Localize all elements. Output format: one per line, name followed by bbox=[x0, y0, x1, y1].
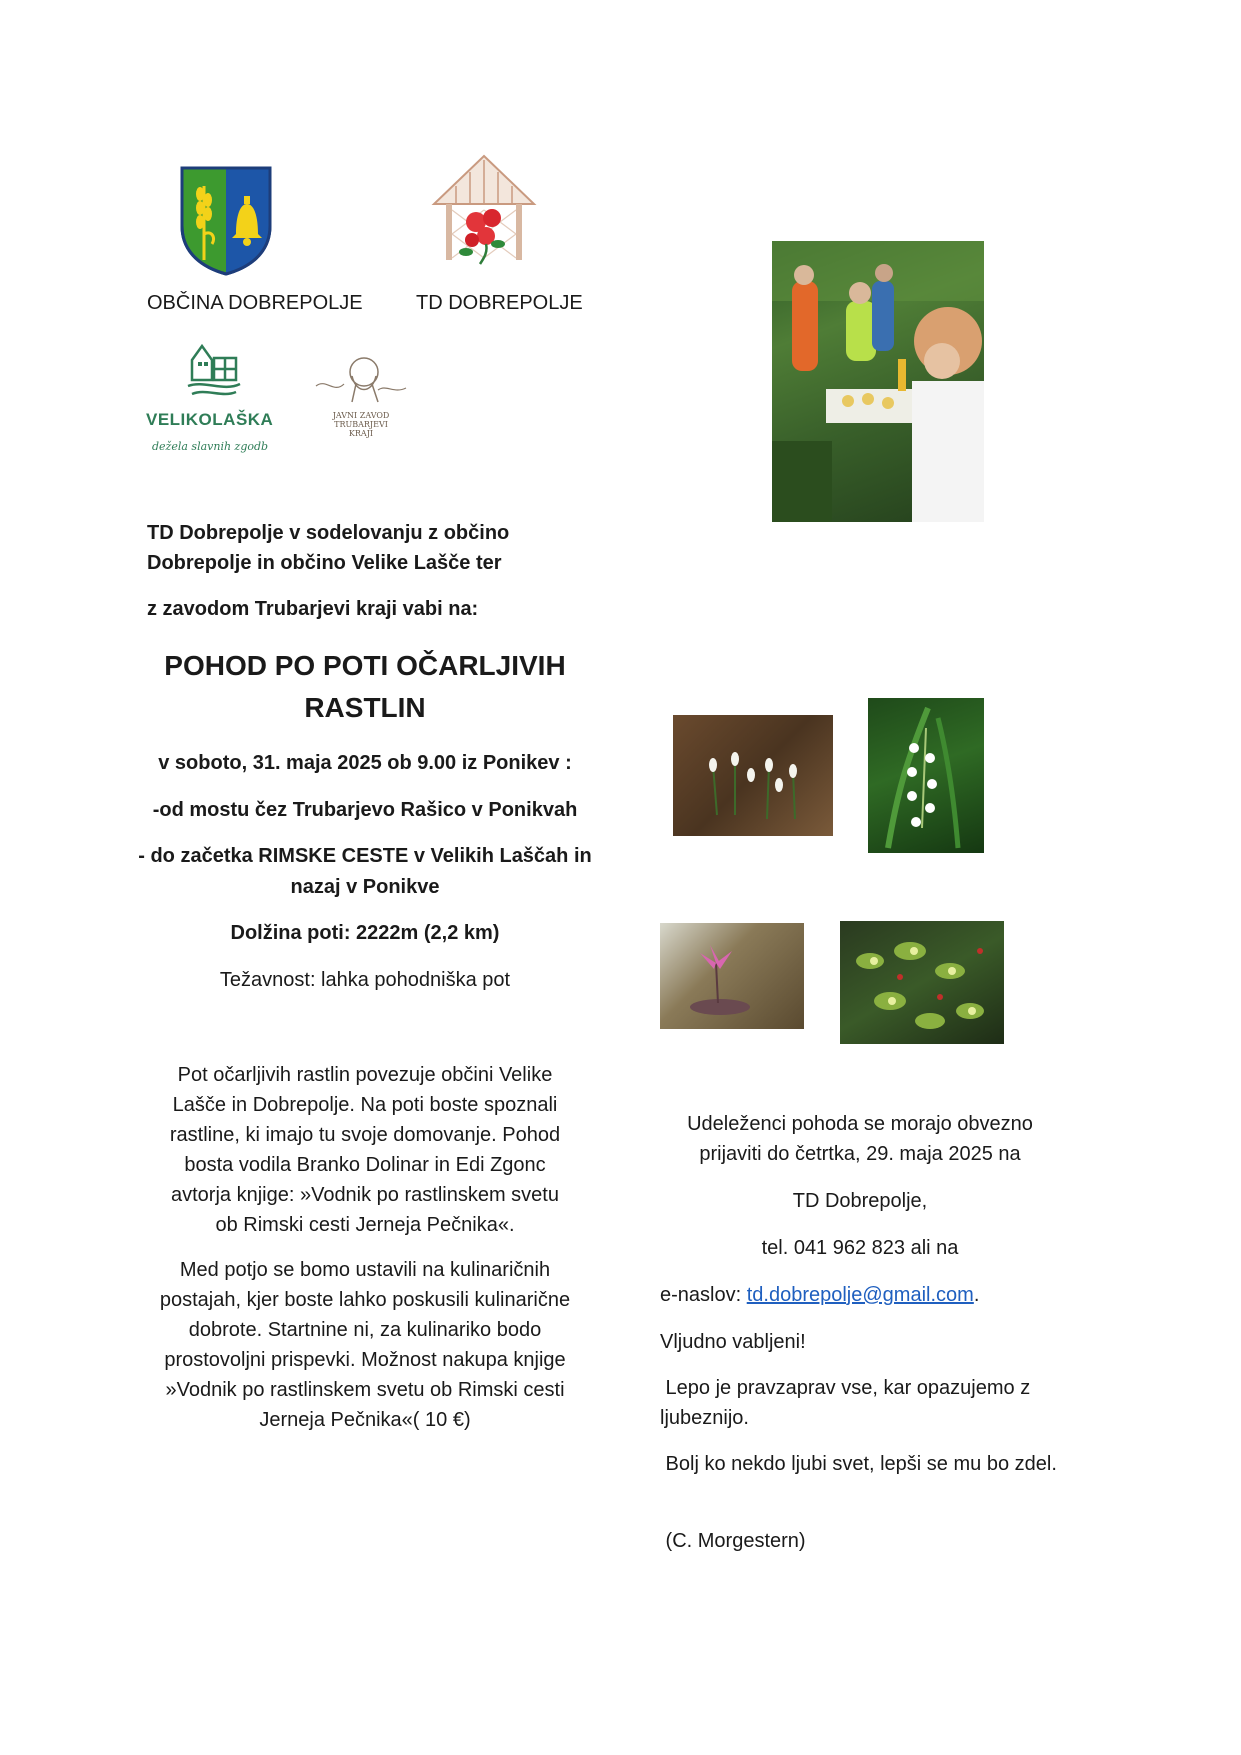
description-line: prostovoljni prispevki. Možnost nakupa knjige bbox=[164, 1349, 566, 1371]
description-line: »Vodnik po rastlinskem svetu ob Rimski cesti bbox=[165, 1379, 565, 1401]
description-line: Med potjo se bomo ustavili na kulinaričnih bbox=[179, 1259, 551, 1281]
email-link[interactable]: td.dobrepolje@gmail.com bbox=[746, 1284, 974, 1306]
event-route-1: -od mostu čez Trubarjevo Rašico v Ponikvah bbox=[152, 799, 578, 821]
quote-1-line-a: Lepo je pravzaprav vse, kar opazujemo z bbox=[660, 1377, 1031, 1399]
trubarjevi-kraji-text: JAVNI ZAVOD TRUBARJEVI KRAJI bbox=[332, 411, 390, 438]
hikers-photo bbox=[772, 241, 984, 522]
registration-org: TD Dobrepolje, bbox=[792, 1190, 928, 1212]
email-suffix: . bbox=[973, 1284, 980, 1306]
quote-2: Bolj ko nekdo ljubi svet, lepši se mu bo zdel. bbox=[660, 1453, 1057, 1475]
email-prefix: e-naslov: bbox=[660, 1284, 747, 1306]
description-line: bosta vodila Branko Dolinar in Edi Zgonc bbox=[184, 1154, 546, 1176]
obcina-label: OBČINA DOBREPOLJE bbox=[147, 292, 363, 314]
description-para-2 bbox=[140, 1255, 590, 1435]
lily-of-the-valley-photo bbox=[868, 698, 984, 853]
description-para-1 bbox=[140, 1060, 590, 1240]
intro-line-2: Dobrepolje in občino Velike Lašče ter bbox=[147, 552, 502, 574]
description-line: rastline, ki imajo tu svoje domovanje. Pohod bbox=[169, 1124, 561, 1146]
description-line: postajah, kjer boste lahko poskusili kulinarične bbox=[159, 1289, 571, 1311]
velikolaska-tagline: dežela slavnih zgodb bbox=[152, 440, 269, 453]
welcome-text: Vljudno vabljeni! bbox=[660, 1331, 806, 1353]
registration-line-1: Udeleženci pohoda se morajo obvezno bbox=[687, 1113, 1033, 1135]
td-dobrepolje-logo bbox=[430, 154, 538, 266]
registration-email-line bbox=[660, 1284, 979, 1307]
description-line: Jerneja Pečnika«( 10 €) bbox=[259, 1409, 471, 1431]
quote-author: (C. Morgestern) bbox=[660, 1530, 806, 1552]
event-date: v soboto, 31. maja 2025 ob 9.00 iz Ponikev : bbox=[158, 752, 572, 774]
event-route-2b: nazaj v Ponikve bbox=[290, 876, 440, 898]
registration-phone: tel. 041 962 823 ali na bbox=[761, 1237, 959, 1259]
event-title-line-1: POHOD PO POTI OČARLJIVIH bbox=[164, 650, 566, 681]
event-difficulty: Težavnost: lahka pohodniška pot bbox=[219, 969, 511, 991]
description-line: ob Rimski cesti Jerneja Pečnika«. bbox=[215, 1214, 515, 1236]
event-route-2a: - do začetka RIMSKE CESTE v Velikih Laščah in bbox=[138, 845, 592, 867]
snowdrops-photo bbox=[673, 715, 833, 836]
velikolaska-name: VELIKOLAŠKA bbox=[146, 410, 274, 429]
trubarjevi-kraji-logo bbox=[312, 354, 412, 444]
description-line: avtorja knjige: »Vodnik po rastlinskem svetu bbox=[171, 1184, 559, 1206]
event-length: Dolžina poti: 2222m (2,2 km) bbox=[230, 922, 500, 944]
description-line: Lašče in Dobrepolje. Na poti boste spoznali bbox=[172, 1094, 558, 1116]
description-line: Pot očarljivih rastlin povezuje občini Velike bbox=[177, 1064, 553, 1086]
quote-1-line-b: ljubeznijo. bbox=[660, 1407, 749, 1429]
event-title-line-2: RASTLIN bbox=[304, 692, 426, 723]
registration-line-2: prijaviti do četrtka, 29. maja 2025 na bbox=[699, 1143, 1021, 1165]
intro-line-1: TD Dobrepolje v sodelovanju z občino bbox=[147, 522, 510, 544]
description-line: dobrote. Startnine ni, za kulinariko bodo bbox=[188, 1319, 542, 1341]
td-label: TD DOBREPOLJE bbox=[416, 292, 583, 314]
intro-line-3: z zavodom Trubarjevi kraji vabi na: bbox=[147, 598, 479, 620]
obcina-coat-of-arms bbox=[178, 164, 274, 276]
plant-thicket-photo bbox=[840, 921, 1004, 1044]
dogtooth-violet-photo bbox=[660, 923, 804, 1029]
velikolaska-logo bbox=[186, 340, 242, 400]
